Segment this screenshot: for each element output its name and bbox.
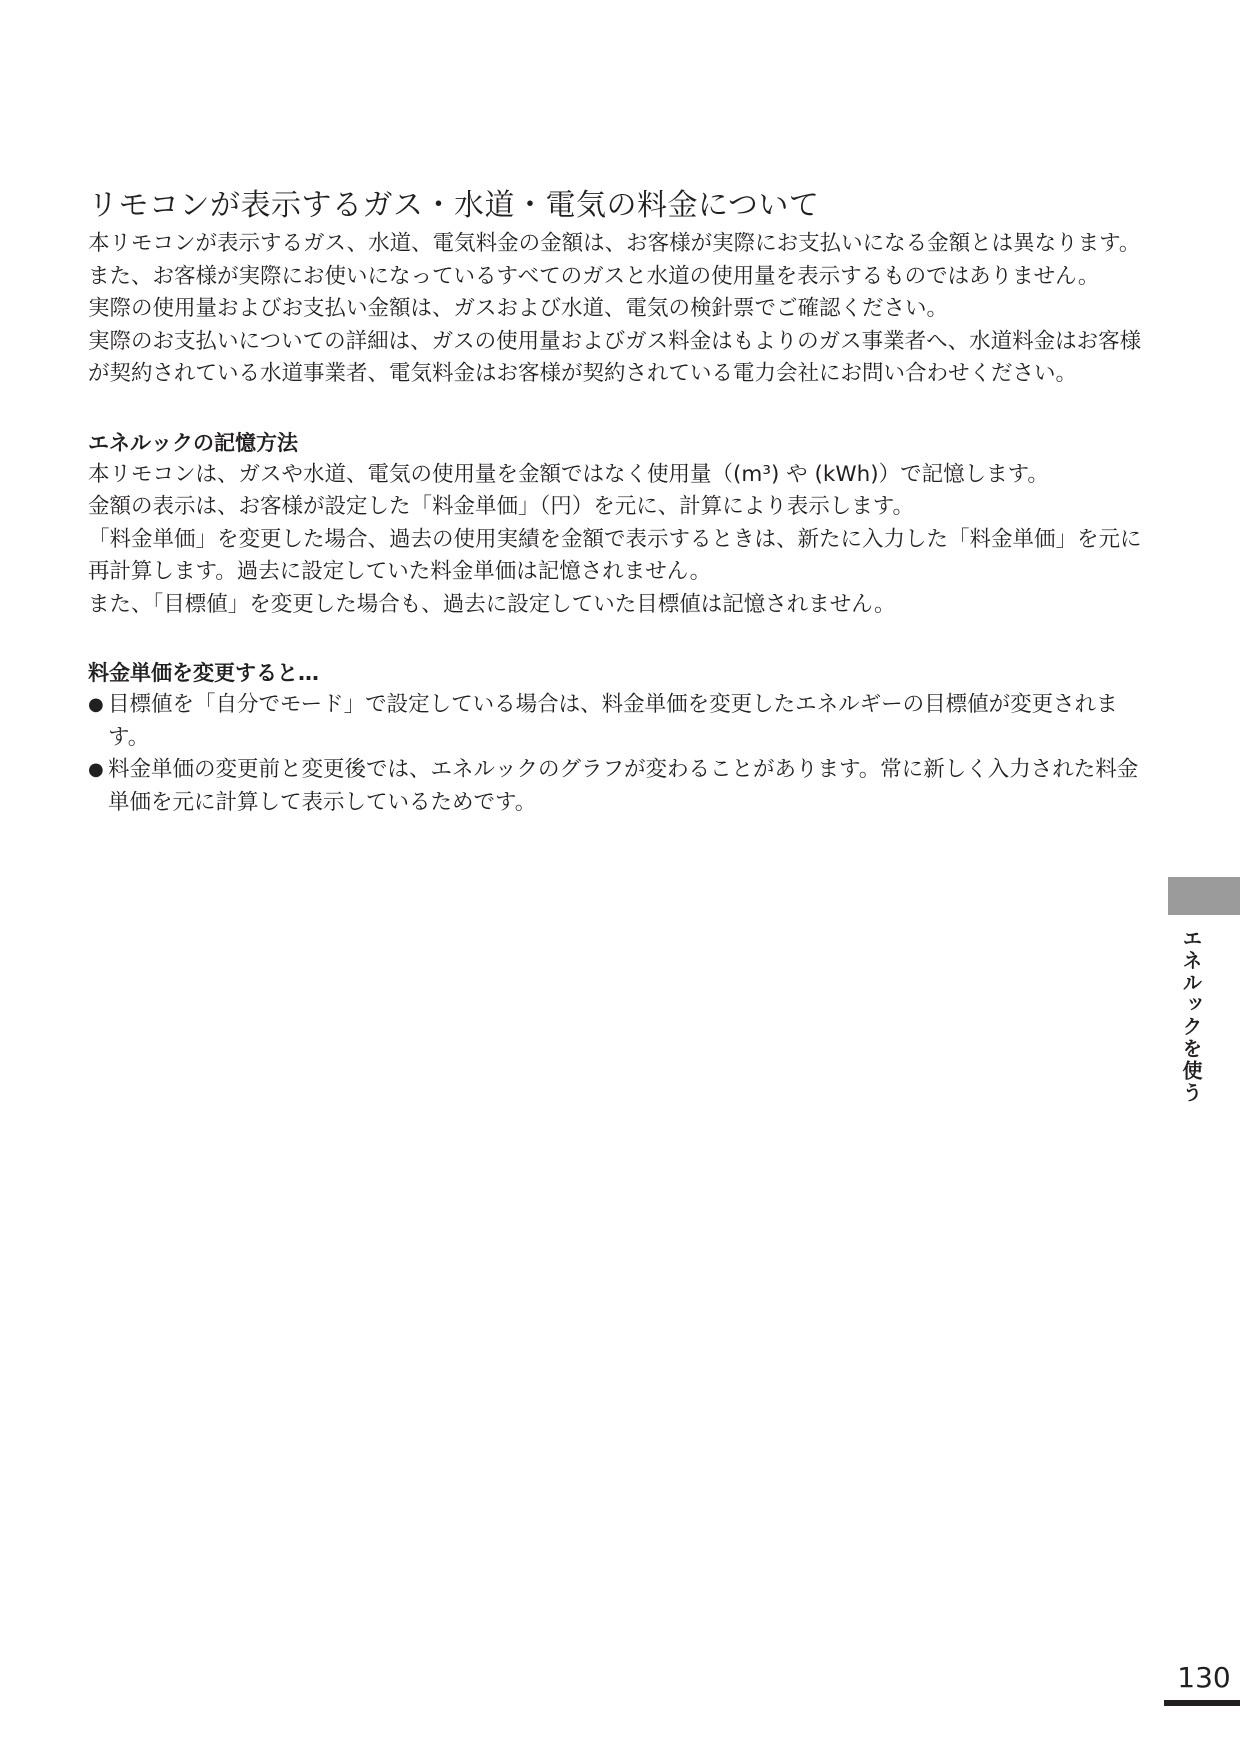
charges-paragraph-3: 実際のお支払いについての詳細は、ガスの使用量およびガス料金はもよりのガス事業者へ、水道料金はお客様が契約されている水道事業者、電気料金はお客様が契約されている電力会社にお問い合わせください。: [88, 328, 1142, 386]
bullet-text-2: 料金単価の変更前と変更後では、エネルックのグラフが変わることがあります。常に新しく入力された料金単価を元に計算して表示しているためです。: [108, 757, 1139, 815]
memory-paragraph-4: また、「目標値」を変更した場合も、過去に設定していた目標値は記憶されません。: [88, 591, 896, 617]
bullet-icon: ●: [88, 694, 104, 715]
memory-paragraph-2: 金額の表示は、お客様が設定した「料金単価」（円）を元に、計算により表示します。: [88, 494, 915, 519]
chapter-tab-label: エネルックを使う: [1179, 928, 1203, 1104]
page-number-underline: [1164, 1700, 1240, 1706]
section-heading-memory-method: エネルックの記憶方法: [88, 430, 298, 455]
section-heading-unit-price-change: 料金単価を変更すると…: [88, 661, 319, 685]
memory-paragraph-3: 「料金単価」を変更した場合、過去の使用実績を金額で表示するときは、新たに入力した「料金単価」を元に再計算します。過去に設定していた料金単価は記憶されません。: [88, 526, 1142, 584]
charges-paragraph-2: 実際の使用量およびお支払い金額は、ガスおよび水道、電気の検針票でご確認ください。: [88, 296, 949, 321]
bullet-item: [88, 689, 1148, 754]
memory-paragraph-1: 本リモコンは、ガスや水道、電気の使用量を金額ではなく使用量（(m³) や (kWh)）で記憶します。: [88, 461, 1049, 487]
bullet-text-1: 目標値を「自分でモード」で設定している場合は、料金単価を変更したエネルギーの目標値が変更されます。: [108, 692, 1118, 750]
bullet-item: [88, 754, 1148, 819]
bullet-icon: ●: [88, 759, 104, 780]
page-body: [88, 186, 1148, 819]
section-title-charges: リモコンが表示するガス・水道・電気の料金について: [88, 188, 820, 223]
chapter-tab-marker: [1168, 877, 1240, 915]
unit-price-bullet-list: [88, 689, 1148, 819]
charges-paragraph-1: 本リモコンが表示するガス、水道、電気料金の金額は、お客様が実際にお支払いになる金額とは異なります。また、お客様が実際にお使いになっているすべてのガスと水道の使用量を表示するものではありません。: [88, 231, 1141, 289]
page-number: 130: [1177, 1661, 1231, 1694]
